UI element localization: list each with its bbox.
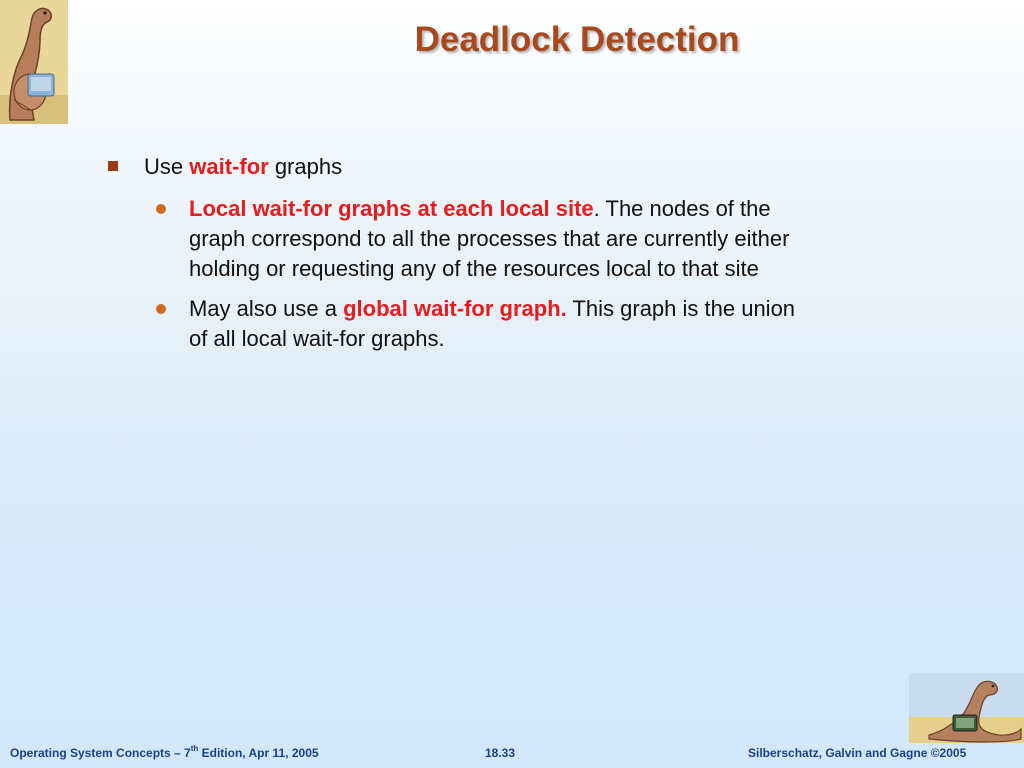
bullet-text-post: graphs (268, 154, 343, 179)
slide-body (106, 152, 806, 364)
dinosaur-laptop-image (909, 673, 1024, 743)
round-bullet-icon (156, 304, 166, 314)
footer-copyright: Silberschatz, Galvin and Gagne ©2005 (748, 746, 967, 760)
subbullet-text-pre: May also use a (189, 296, 344, 321)
bullet-use-wait-for-graphs (106, 152, 806, 182)
footer-slide-number: 18.33 (485, 746, 516, 760)
round-bullet-icon (156, 204, 166, 214)
square-bullet-icon (108, 161, 118, 171)
bullet-text-pre: Use (144, 154, 190, 179)
subbullet-global-wait-for-graph (106, 294, 799, 354)
subbullet-text-post: This graph is the union of all local wait-for graphs. (189, 296, 796, 351)
subbullet-text-emphasis: Local wait-for graphs at each local site (189, 196, 594, 221)
footer-left-sup: th (190, 744, 199, 753)
subbullet-text-emphasis: global wait-for graph. (343, 296, 567, 321)
footer-left-pre: Operating System Concepts – 7 (10, 746, 191, 760)
footer-left-post: Edition, Apr 11, 2005 (198, 746, 319, 760)
subbullet-text-post: . The nodes of the graph correspond to all the processes that are currently either holding or requesting any of the resources local to that site (189, 196, 790, 281)
dinosaur-logo-image (0, 0, 68, 124)
subbullet-local-wait-for-graphs (106, 194, 799, 284)
footer-book-title (10, 746, 319, 760)
bullet-text-emphasis: wait-for (189, 154, 269, 179)
slide-title: Deadlock Detection (414, 20, 740, 59)
